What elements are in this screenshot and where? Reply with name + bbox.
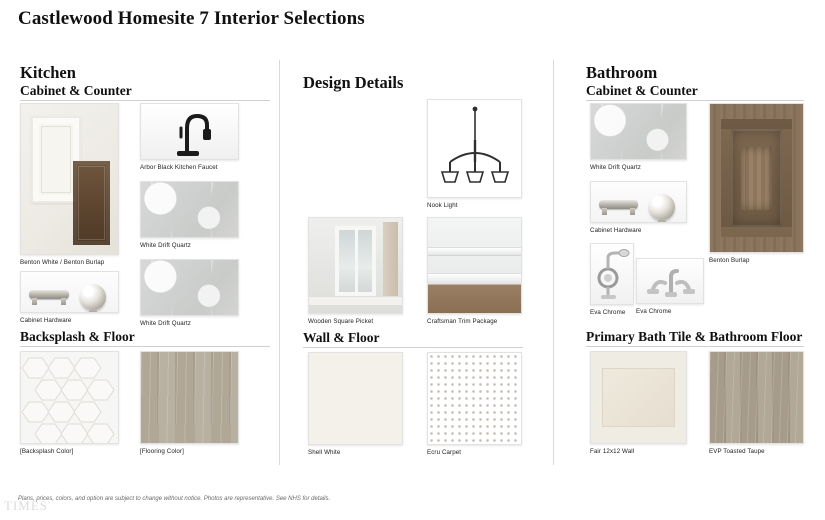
- wooden-square-picket-art: [309, 218, 402, 313]
- swatch-image: [427, 217, 522, 314]
- swatch-image: [590, 351, 687, 444]
- column-heading-design-details: Design Details: [303, 73, 404, 92]
- disclaimer-text: Plans, prices, colors, and option are subject to change without notice. Photos are representative. See NHS for details.: [18, 496, 331, 502]
- swatch-image: [427, 99, 522, 198]
- watermark: TIMES: [4, 498, 48, 513]
- swatch-caption: Nook Light: [427, 202, 458, 209]
- swatch-image: [590, 181, 687, 223]
- divider-left: [279, 60, 280, 465]
- fair-12x12-wall-art: [591, 352, 686, 443]
- swatch-caption: Ecru Carpet: [427, 449, 462, 456]
- swatch-caption: Arbor Black Kitchen Faucet: [140, 164, 218, 171]
- swatch-image: [20, 271, 119, 313]
- lav-faucet-art: [637, 259, 703, 303]
- swatch-image: [590, 243, 634, 305]
- swatch-image: [308, 217, 403, 314]
- swatch-caption: [Flooring Color]: [140, 448, 184, 455]
- evp-toasted-taupe-art: [710, 352, 803, 443]
- benton-burlap-door-art: [710, 104, 803, 252]
- column-heading-kitchen: Kitchen: [20, 63, 76, 82]
- quartz-art: [141, 260, 238, 315]
- backsplash-picket-art: [21, 352, 118, 443]
- quartz-art: [591, 104, 686, 159]
- swatch-caption: Cabinet Hardware: [20, 317, 72, 324]
- swatch-caption: White Drift Quartz: [140, 242, 191, 249]
- divider-right: [553, 60, 554, 465]
- swatch-image: [308, 352, 403, 445]
- swatch-caption: White Drift Quartz: [140, 320, 191, 327]
- column-heading-bathroom: Bathroom: [586, 63, 658, 82]
- swatch-caption: Craftsman Trim Package: [427, 318, 498, 325]
- cabinet-hardware-art: [591, 182, 686, 222]
- swatch-image: [636, 258, 704, 304]
- swatch-caption: EVP Toasted Taupe: [709, 448, 765, 455]
- nook-light-art: [428, 100, 521, 197]
- swatch-image: [140, 259, 239, 316]
- swatch-image: [140, 103, 239, 160]
- section-title-bath-cabinet-counter: Cabinet & Counter: [586, 83, 698, 98]
- swatch-caption: Fair 12x12 Wall: [590, 448, 635, 455]
- section-rule: [586, 346, 804, 347]
- swatch-image: [709, 351, 804, 444]
- section-title-bath-tile-floor: Primary Bath Tile & Bathroom Floor: [586, 329, 803, 344]
- cabinet-hardware-art: [21, 272, 118, 312]
- swatch-caption: White Drift Quartz: [590, 164, 641, 171]
- section-title-kitchen-backsplash-floor: Backsplash & Floor: [20, 329, 135, 344]
- swatch-image: [709, 103, 804, 253]
- section-rule: [20, 100, 270, 101]
- shell-white-art: [309, 353, 402, 444]
- quartz-art: [141, 182, 238, 237]
- swatch-caption: Shell White: [308, 449, 341, 456]
- section-rule: [586, 100, 804, 101]
- section-title-kitchen-cabinet-counter: Cabinet & Counter: [20, 83, 132, 98]
- page-title: Castlewood Homesite 7 Interior Selections: [18, 8, 365, 29]
- swatch-caption: Wooden Square Picket: [308, 318, 374, 325]
- swatch-caption: Benton White / Benton Burlap: [20, 259, 105, 266]
- swatch-caption: Benton Burlap: [709, 257, 750, 264]
- section-rule: [20, 346, 270, 347]
- section-rule: [303, 347, 523, 348]
- swatch-image: [140, 181, 239, 238]
- shower-fixture-art: [591, 244, 633, 304]
- flooring-art: [141, 352, 238, 443]
- craftsman-trim-art: [428, 218, 521, 313]
- swatch-image: [20, 351, 119, 444]
- swatch-caption: [Backsplash Color]: [20, 448, 74, 455]
- swatch-image: [427, 352, 522, 445]
- swatch-image: [140, 351, 239, 444]
- swatch-image: [590, 103, 687, 160]
- swatch-caption: Cabinet Hardware: [590, 227, 642, 234]
- cabinet-white-burlap-art: [21, 104, 118, 254]
- swatch-caption: Eva Chrome: [590, 309, 626, 316]
- kitchen-faucet-art: [141, 104, 238, 159]
- swatch-caption: Eva Chrome: [636, 308, 672, 315]
- ecru-carpet-art: [428, 353, 521, 444]
- section-title-wall-floor: Wall & Floor: [303, 330, 380, 345]
- swatch-image: [20, 103, 119, 255]
